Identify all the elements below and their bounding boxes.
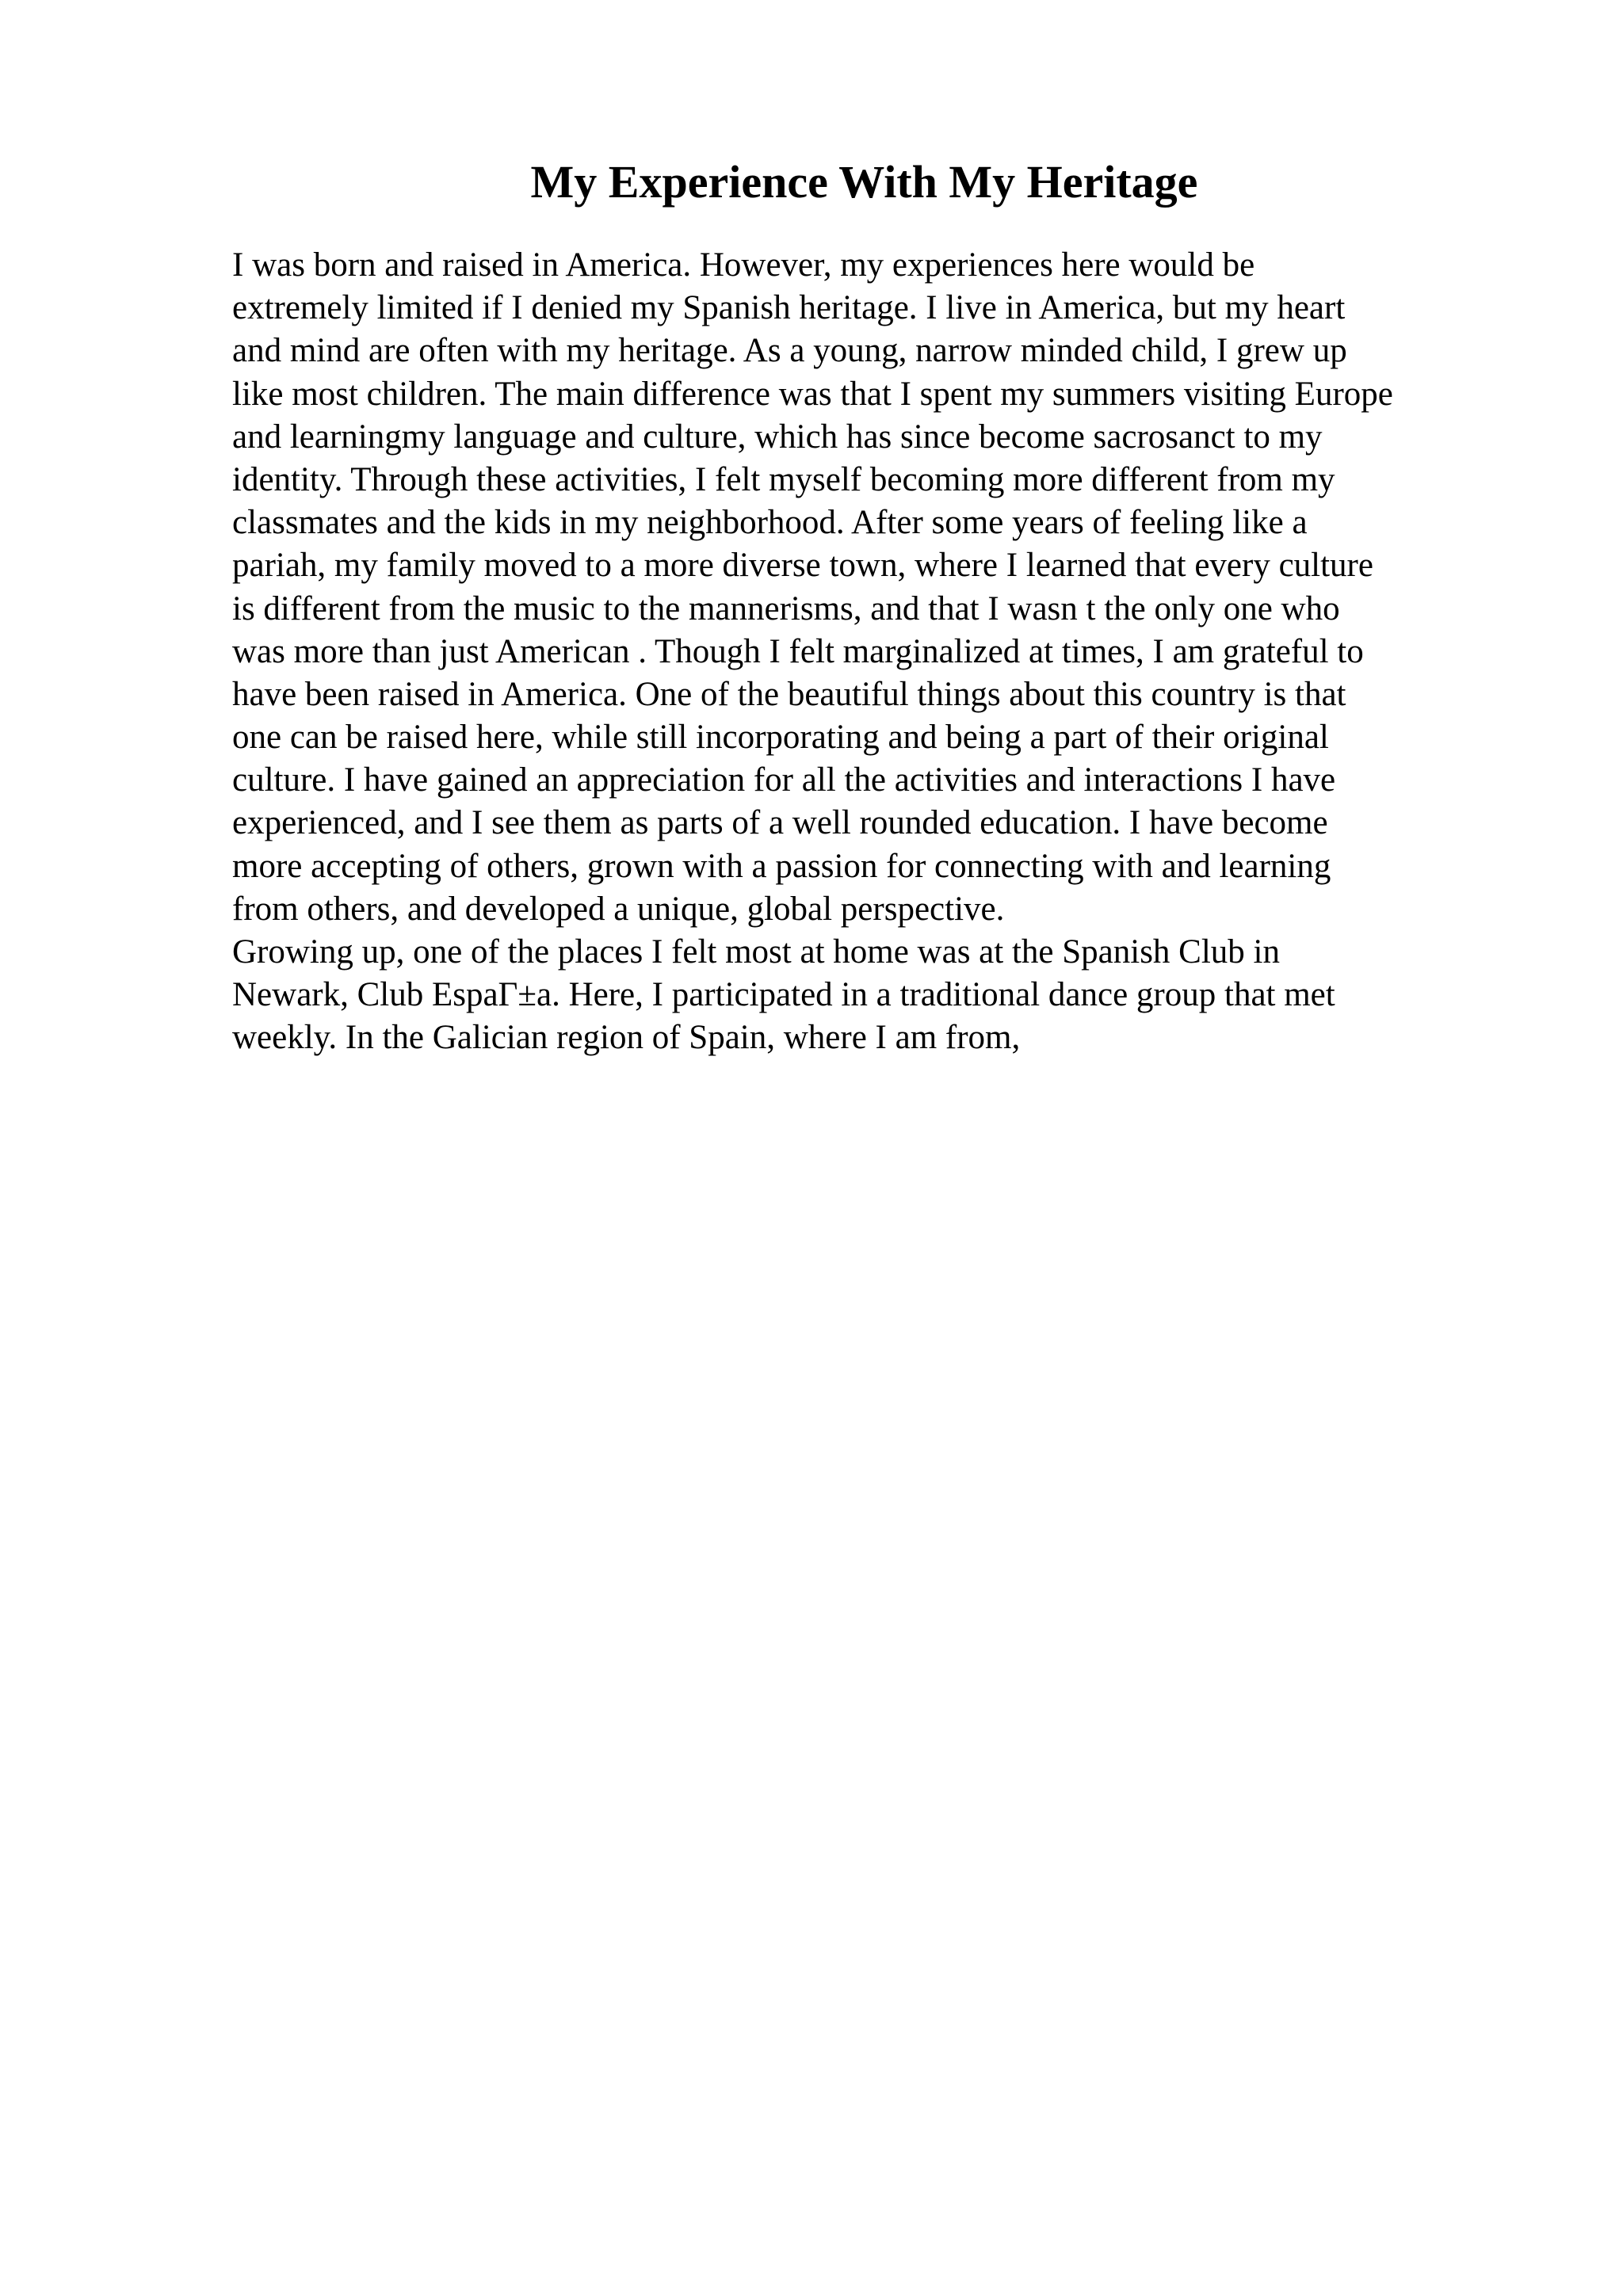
body-line: more accepting of others, grown with a passion for connecting with and learning [232,847,1331,885]
body-line: Growing up, one of the places I felt most at home was at the Spanish Club in [232,933,1280,971]
body-line: like most children. The main difference was that I spent my summers visiting Europe [232,375,1393,413]
body-line: and learningmy language and culture, which has since become sacrosanct to my [232,418,1323,456]
body-line: extremely limited if I denied my Spanish heritage. I live in America, but my heart [232,289,1346,327]
body-line: have been raised in America. One of the beautiful things about this country is that [232,675,1346,713]
body-line: weekly. In the Galician region of Spain, where I am from, [232,1019,1021,1057]
body-line: from others, and developed a unique, global perspective. [232,890,1005,928]
body-line: one can be raised here, while still incorporating and being a part of their original [232,719,1329,757]
body-line: Newark, Club EspaΓ±a. Here, I participated in a traditional dance group that met [232,976,1335,1014]
body-line: is different from the music to the mannerisms, and that I wasn t the only one who [232,589,1340,627]
body-line: I was born and raised in America. However, my experiences here would be [232,246,1255,284]
body-line: identity. Through these activities, I felt myself becoming more different from my [232,460,1335,498]
body-line: experienced, and I see them as parts of a well rounded education. I have become [232,804,1328,842]
document-body [232,244,1623,1060]
body-line: culture. I have gained an appreciation for all the activities and interactions I have [232,761,1336,799]
body-line: and mind are often with my heritage. As a young, narrow minded child, I grew up [232,332,1347,370]
body-line: pariah, my family moved to a more diverse town, where I learned that every culture [232,547,1373,585]
body-line: classmates and the kids in my neighborhood. After some years of feeling like a [232,504,1308,542]
document-title: My Experience With My Heritage [530,156,1198,208]
body-line: was more than just American . Though I felt marginalized at times, I am grateful to [232,632,1364,670]
